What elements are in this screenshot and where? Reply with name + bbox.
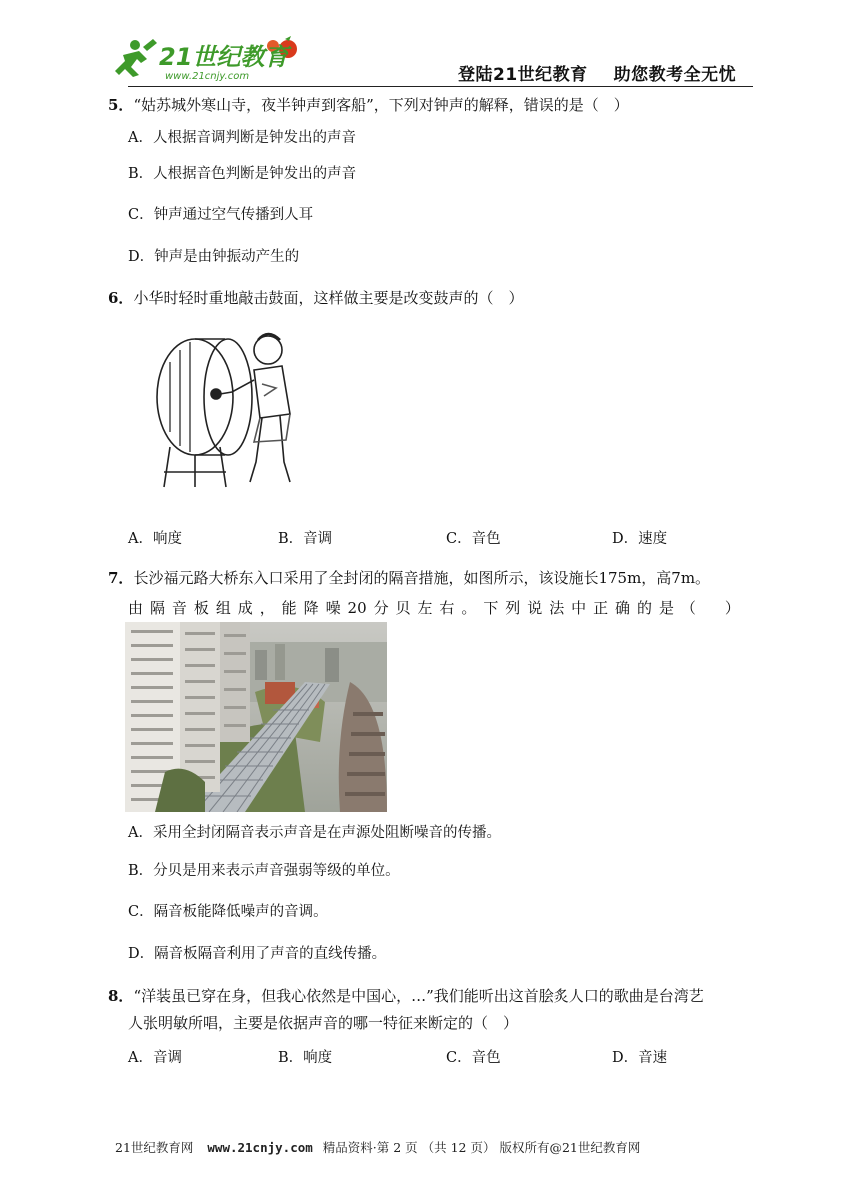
question-text-line1: 长沙福元路大桥东入口采用了全封闭的隔音措施，如图所示，该设施长175m，高7m。	[133, 569, 711, 587]
drum-drawing	[150, 322, 300, 490]
soundproof-bridge-photo	[125, 622, 387, 812]
drum-illustration	[150, 322, 300, 490]
logo	[113, 33, 313, 85]
question-number: 6．	[108, 289, 134, 307]
question-number: 8．	[108, 987, 134, 1005]
logo-url: www.21cnjy.com	[165, 71, 250, 82]
footer-page-info: 精品资料·第 2 页 （共 12 页） 版权所有@21世纪教育网	[322, 1140, 641, 1155]
q6-option-a: A．响度	[128, 531, 182, 547]
q6-option-c: C．音色	[446, 531, 501, 547]
question-8-stem	[108, 986, 704, 1006]
q5-option-d: D．钟声是由钟振动产生的	[128, 249, 300, 265]
logo-graphic	[113, 33, 313, 85]
question-number: 7．	[108, 569, 134, 587]
question-text: “姑苏城外寒山寺，夜半钟声到客船”，下列对钟声的解释，错误的是（ ）	[133, 96, 629, 114]
header-rule	[128, 86, 753, 87]
q8-option-a: A．音调	[128, 1050, 182, 1066]
q7-option-a: A．采用全封闭隔音表示声音是在声源处阻断噪音的传播。	[128, 825, 501, 841]
q5-option-a: A．人根据音调判断是钟发出的声音	[128, 130, 356, 146]
question-text: 小华时轻时重地敲击鼓面，这样做主要是改变鼓声的（ ）	[133, 289, 524, 307]
question-7-stem-line2: 由 隔 音 板 组 成 ， 能 降 噪 20 分 贝 左 右 。 下 列 说 法 中 正 确 的 是 （ ）	[128, 599, 740, 617]
q6-option-d: D．速度	[612, 531, 668, 547]
q7-option-c: C．隔音板能降低噪声的音调。	[128, 904, 328, 920]
logo-text: 21世纪教育	[159, 43, 289, 71]
q8-option-d: D．音速	[612, 1050, 668, 1066]
q8-option-b: B．响度	[278, 1050, 333, 1066]
q5-option-b: B．人根据音色判断是钟发出的声音	[128, 166, 357, 182]
page-footer	[115, 1138, 640, 1156]
q7-option-b: B．分贝是用来表示声音强弱等级的单位。	[128, 863, 400, 879]
slogan-left: 登陆21世纪教育	[458, 65, 588, 85]
question-text-line1: “洋装虽已穿在身，但我心依然是中国心，…”我们能听出这首脍炙人口的歌曲是台湾艺	[133, 987, 704, 1005]
question-5-stem	[108, 95, 629, 115]
footer-left: 21世纪教育网	[115, 1140, 194, 1155]
q6-option-b: B．音调	[278, 531, 333, 547]
q7-option-d: D．隔音板隔音利用了声音的直线传播。	[128, 946, 387, 962]
question-number: 5．	[108, 96, 134, 114]
footer-site-link[interactable]: www.21cnjy.com	[207, 1140, 313, 1155]
q5-option-c: C．钟声通过空气传播到人耳	[128, 207, 314, 223]
question-6-stem	[108, 288, 523, 308]
question-8-stem-line2: 人张明敏所唱，主要是依据声音的哪一特征来断定的（ ）	[128, 1014, 519, 1032]
header-slogan	[458, 60, 762, 85]
q8-option-c: C．音色	[446, 1050, 501, 1066]
question-7-stem	[108, 568, 710, 588]
bridge-photo-drawing	[125, 622, 387, 812]
slogan-right: 助您教考全无忧	[613, 65, 737, 85]
